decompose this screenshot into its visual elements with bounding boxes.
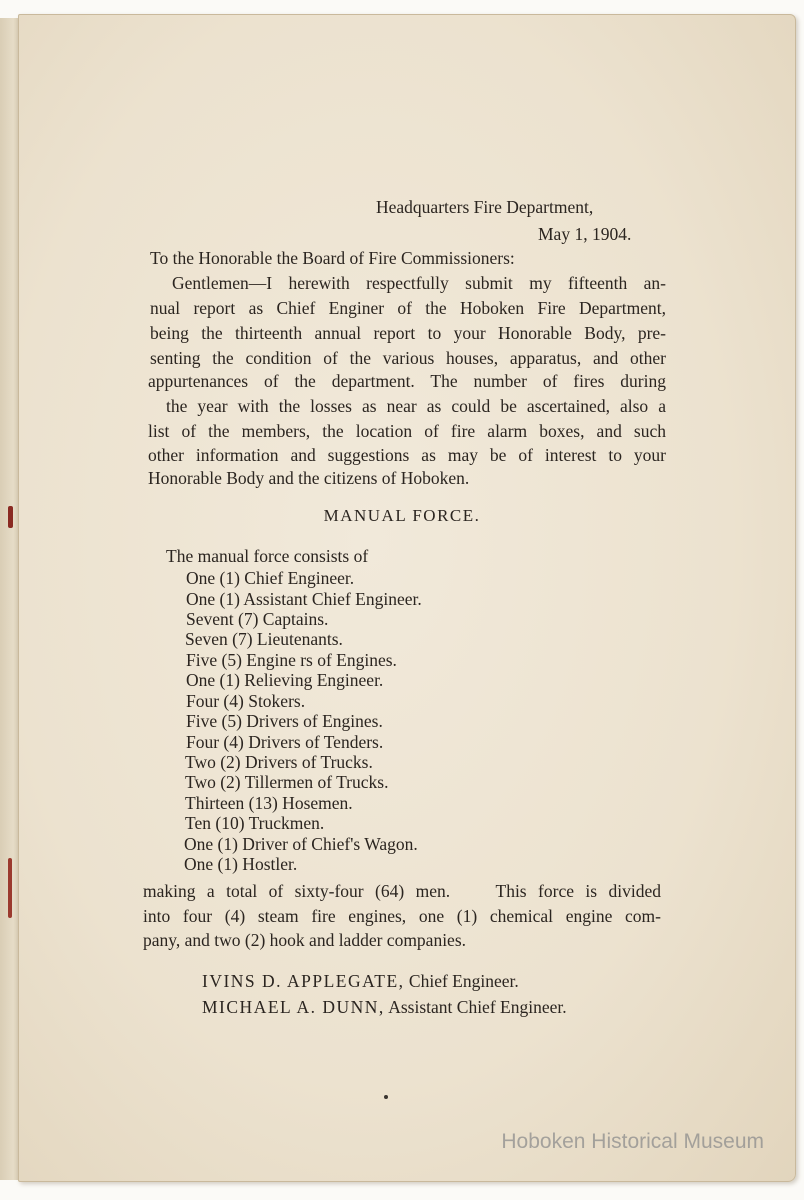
total-line: making a total of sixty-four (64) men. This force is divided xyxy=(143,881,661,901)
force-item: One (1) Assistant Chief Engineer. xyxy=(186,589,422,609)
intro-line: being the thirteenth annual report to your Honorable Body, pre- xyxy=(150,323,666,343)
intro-line: other information and suggestions as may be of interest to your xyxy=(148,445,666,465)
force-item: One (1) Driver of Chief's Wagon. xyxy=(184,834,418,854)
force-item: One (1) Chief Engineer. xyxy=(186,568,355,588)
force-item: Seven (7) Lieutenants. xyxy=(185,629,343,649)
intro-line: nual report as Chief Enginer of the Hoboken Fire Department, xyxy=(150,298,666,318)
total-line: pany, and two (2) hook and ladder companies. xyxy=(143,930,467,950)
intro-line: Honorable Body and the citizens of Hoboken. xyxy=(148,468,470,488)
force-intro: The manual force consists of xyxy=(166,546,369,566)
salutation: To the Honorable the Board of Fire Commissioners: xyxy=(150,248,515,268)
signature-title: Assistant Chief Engineer. xyxy=(388,997,567,1017)
force-item: Ten (10) Truckmen. xyxy=(185,813,325,833)
signature-assistant xyxy=(202,996,567,1018)
section-title: MANUAL FORCE. xyxy=(323,506,481,525)
heading-place: Headquarters Fire Department, xyxy=(376,197,594,217)
force-item: Five (5) Engine rs of Engines. xyxy=(186,650,397,670)
signature-name: IVINS D. APPLEGATE, xyxy=(202,971,405,991)
force-item: Sevent (7) Captains. xyxy=(186,609,329,629)
signature-title: Chief Engineer. xyxy=(408,971,519,991)
force-item: Thirteen (13) Hosemen. xyxy=(185,793,353,813)
red-ink-mark xyxy=(8,858,12,918)
force-item: Two (2) Tillermen of Trucks. xyxy=(185,772,389,792)
force-item: Two (2) Drivers of Trucks. xyxy=(185,752,373,772)
intro-line: list of the members, the location of fire alarm boxes, and such xyxy=(148,421,666,441)
force-item: Five (5) Drivers of Engines. xyxy=(186,711,383,731)
total-line: into four (4) steam fire engines, one (1) chemical engine com- xyxy=(143,906,661,926)
signature-name: MICHAEL A. DUNN, xyxy=(202,997,385,1017)
force-item: Four (4) Stokers. xyxy=(186,691,306,711)
watermark-text: Hoboken Historical Museum xyxy=(501,1130,764,1153)
force-item: Four (4) Drivers of Tenders. xyxy=(186,732,384,752)
ink-speck xyxy=(384,1095,388,1099)
heading-date: May 1, 1904. xyxy=(538,224,632,244)
intro-line: senting the condition of the various houses, apparatus, and other xyxy=(150,348,666,368)
force-item: One (1) Relieving Engineer. xyxy=(186,670,384,690)
intro-line: the year with the losses as near as could be ascertained, also a xyxy=(166,396,666,416)
signature-chief xyxy=(202,970,519,992)
intro-line: appurtenances of the department. The number of fires during xyxy=(148,371,666,391)
intro-line: Gentlemen—I herewith respectfully submit my fifteenth an- xyxy=(172,273,666,293)
force-item: One (1) Hostler. xyxy=(184,854,298,874)
